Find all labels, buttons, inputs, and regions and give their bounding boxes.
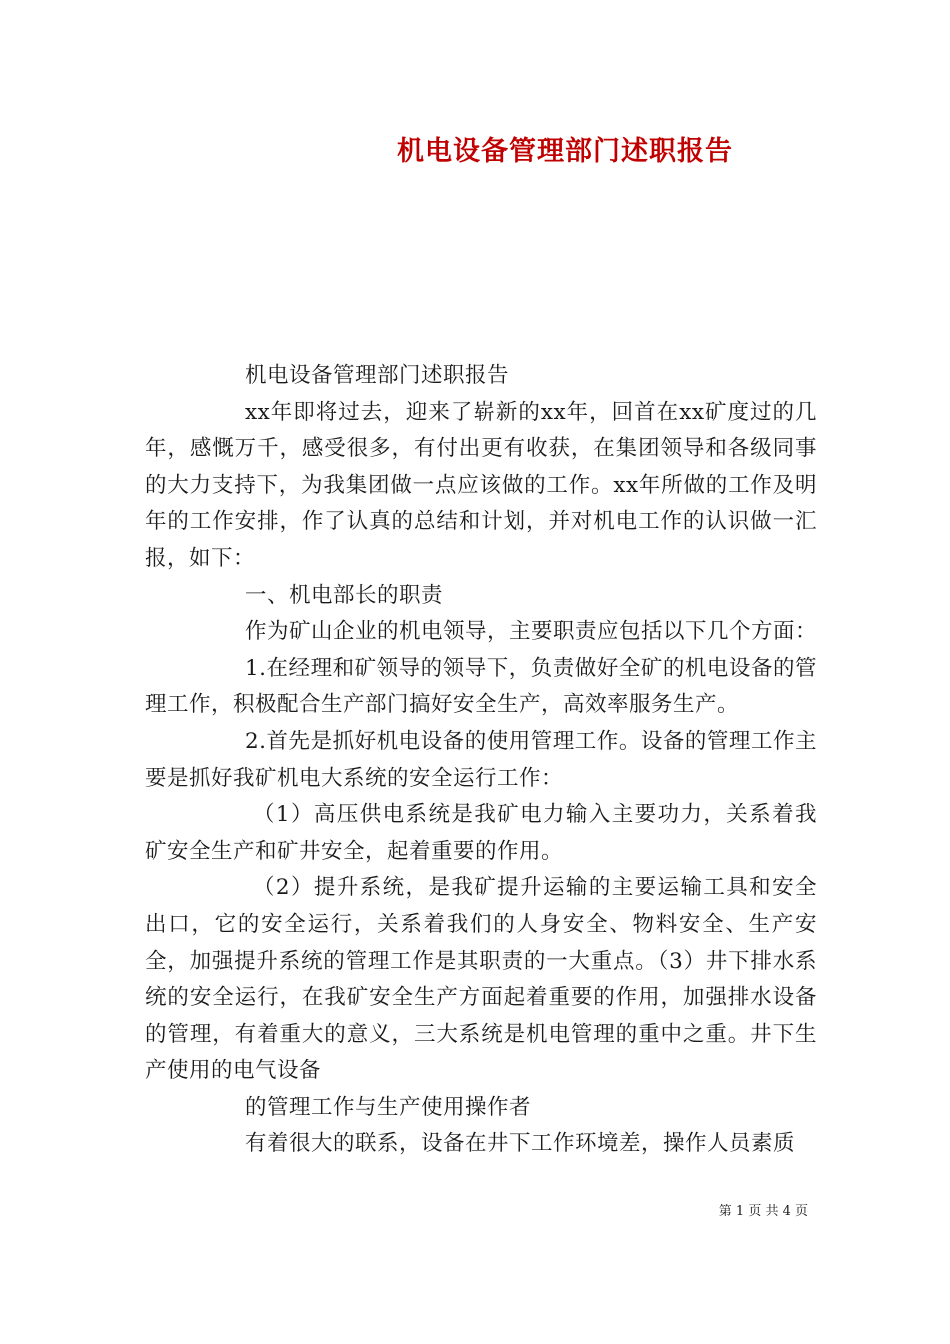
paragraph-continuation-1: 的管理工作与生产使用操作者: [245, 1094, 532, 1120]
page-title: 机电设备管理部门述职报告: [397, 136, 733, 167]
page-number-footer: 第 1 页 共 4 页: [718, 1204, 808, 1219]
paragraph-item-2: 2.首先是抓好机电设备的使用管理工作。设备的管理工作主要是抓好我矿机电大系统的安全运行工作：: [145, 728, 817, 791]
paragraph-duties-intro: 作为矿山企业的机电领导，主要职责应包括以下几个方面：: [245, 619, 818, 645]
paragraph-item-1: 1.在经理和矿领导的领导下，负责做好全矿的机电设备的管理工作，积极配合生产部门搞好安全生产，高效率服务生产。: [145, 655, 817, 718]
paragraph-heading: 机电设备管理部门述职报告: [245, 363, 510, 388]
section-heading-duties: 一、机电部长的职责: [245, 582, 444, 608]
paragraph-intro: xx年即将过去，迎来了崭新的xx年，回首在xx矿度过的几年，感慨万千，感受很多，有付出更有收获，在集团领导和各级同事的大力支持下，为我集团做一点应该做的工作。xx年所做的工作及明年的工作安排，作了认真的总结和计划，并对机电工作的认识做一汇报，如下：: [145, 399, 817, 571]
paragraph-continuation-2: 有着很大的联系，设备在井下工作环境差，操作人员素质: [245, 1131, 796, 1157]
document-body: [145, 358, 817, 1163]
paragraph-subitem-1: （1）高压供电系统是我矿电力输入主要功力，关系着我矿安全生产和矿井安全，起着重要的作用。: [145, 802, 817, 864]
paragraph-subitem-2: （2）提升系统，是我矿提升运输的主要运输工具和安全出口，它的安全运行，关系着我们的人身安全、物料安全、生产安全，加强提升系统的管理工作是其职责的一大重点。（3）井下排水系统的安全运行，在我矿安全生产方面起着重要的作用，加强排水设备的管理，有着重大的意义，三大系统是机电管理的重中之重。井下生产使用的电气设备: [145, 875, 817, 1084]
